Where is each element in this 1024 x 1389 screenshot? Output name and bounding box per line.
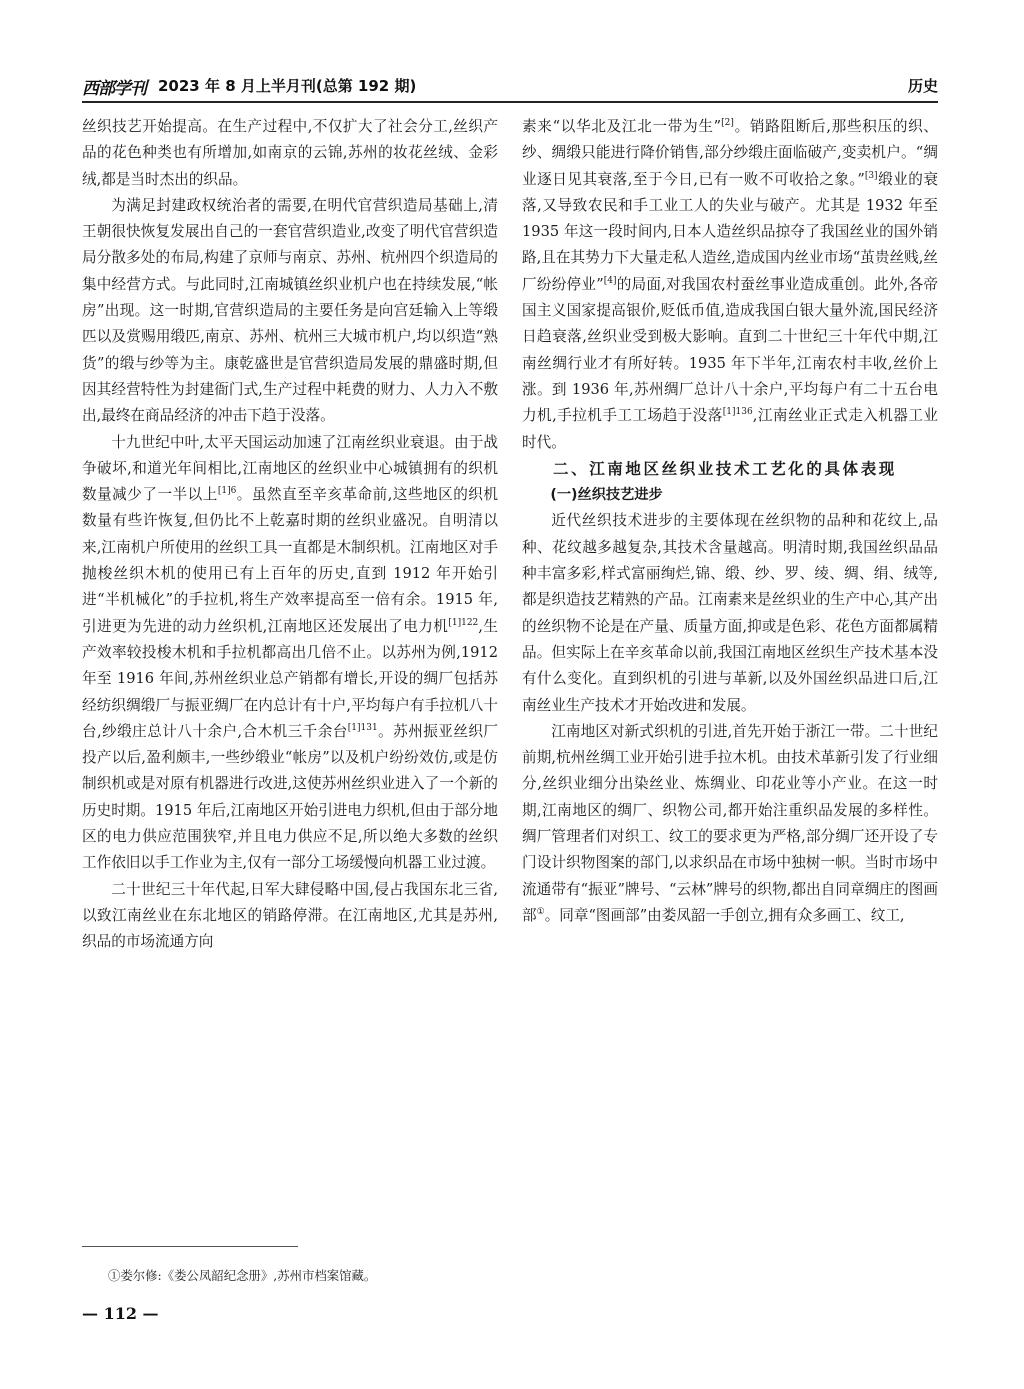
paragraph (522, 114, 938, 456)
text-run: 。虽然直至辛亥革命前,这些地区的织机数量有些许恢复,但仍比不上乾嘉时期的丝织业盛况。自明清以来,江南机户所使用的丝织工具一直都是木制织机。江南地区对手抛梭丝织木机的使用已有上百年的历史,直到 1912 年开始引进“半机械化”的手拉机,将生产效率提高至一倍有余。1915 年,引进更为先进的动力丝织机,江南地区还发展出了电力机 (82, 486, 498, 635)
text-run: 十九世纪中叶,太平天国运动加速了江南丝织业衰退。由于战争破坏,和道光年间相比,江南地区的丝织业中心城镇拥有的织机数量减少了一半以上 (82, 433, 498, 504)
citation: [1]122 (448, 617, 479, 628)
right-column (522, 114, 938, 929)
text-run: 。同章“图画部”由娄凤韶一手创立,拥有众多画工、纹工, (544, 906, 905, 924)
footnote: ①娄尔修:《娄公凤韶纪念册》,苏州市档案馆藏。 (108, 1268, 377, 1283)
paragraph (522, 719, 938, 929)
text-run: 江南地区对新式织机的引进,首先开始于浙江一带。二十世纪前期,杭州丝绸工业开始引进手拉木机。由技术革新引发了行业细分,丝织业细分出染丝业、炼绸业、印花业等小产业。在这一时期,江南地区的绸厂、织物公司,都开始注重织品发展的多样性。绸厂管理者们对织工、纹工的要求更为严格,部分绸厂还开设了专门设计织物图案的部门,以求织品在市场中独树一帜。当时市场中流通带有“振亚”牌号、“云林”牌号的织物,都出自同章绸庄的图画部 (522, 722, 938, 924)
text-run: 素来“以华北及江北一带为生” (522, 118, 722, 135)
citation: [3] (864, 170, 878, 181)
text-run: 。销路阻断后,那些积压的织、纱、绸缎只能进行降价销售,部分纱缎庄面临破产,变卖机户。“绸业逐日见其衰落,至于今日,已有一败不可收拾之象。” (522, 118, 938, 188)
text-run: ,生产效率较投梭木机和手拉机都高出几倍不止。以苏州为例,1912 年至 1916 年间,苏州丝织业总产销都有增长,开设的绸厂包括苏经纺织绸缎厂与振亚绸厂在内总计有十户,平均每户有手拉机八十台,纱缎庄总计八十余户,合木机三千余台 (82, 617, 498, 740)
issue-info: 2023 年 8 月上半月刊(总第 192 期) (158, 77, 417, 95)
paragraph (82, 430, 498, 877)
footnote-marker: ① (536, 907, 545, 918)
header-rule (82, 101, 938, 103)
journal-logo: 西部学刊 (82, 79, 146, 99)
text-run: 。苏州振亚丝织厂投产以后,盈利颇丰,一些纱缎业“帐房”以及机户纷纷效仿,或是仿制织机或是对原有机器进行改进,这使苏州丝织业进入了一个新的历史时期。1915 年后,江南地区开始引进电力织机,但由于部分地区的电力供应范围狭窄,并且电力供应不足,所以绝大多数的丝织工作依旧以手工作业为主,仅有一部分工场缓慢向机器工业过渡。 (82, 722, 498, 872)
text-run: 的局面,对我国农村蚕丝事业造成重创。此外,各帝国主义国家提高银价,贬低币值,造成我国白银大量外流,国民经济日趋衰落,丝织业受到极大影响。直到二十世纪三十年代中期,江南丝绸行业才有所好转。1935 年下半年,江南农村丰收,丝价上涨。到 1936 年,苏州绸厂总计八十余户,平均每户有二十五台电力机,手拉机手工工场趋于没落 (522, 275, 939, 425)
left-column (82, 114, 498, 956)
paragraph: 近代丝织技术进步的主要体现在丝织物的品种和花纹上,品种、花纹越多越复杂,其技术含量越高。明清时期,我国丝织品品种丰富多彩,样式富丽绚烂,锦、缎、纱、罗、绫、绸、绢、绒等,都是织造技艺精熟的产品。江南素来是丝织业的生产中心,其产出的丝织物不论是在产量、质量方面,抑或是色彩、花色方面都属精品。但实际上在辛亥革命以前,我国江南地区丝织生产技术基本没有什么变化。直到织机的引进与革新,以及外国丝织品进口后,江南丝业生产技术才开始改进和发展。 (522, 512, 938, 714)
subsection-heading: (一)丝织技艺进步 (550, 487, 663, 504)
citation: [1]131 (347, 722, 378, 733)
citation: [2] (721, 118, 734, 129)
section-label: 历史 (907, 77, 938, 95)
text-run: ,江南丝业正式走入机器工业时代。 (522, 407, 939, 451)
section-heading: 二、江南地区丝织业技术工艺化的具体表现 (553, 459, 897, 478)
citation: [1]6 (217, 486, 237, 497)
paragraph: 丝织技艺开始提高。在生产过程中,不仅扩大了社会分工,丝织产品的花色种类也有所增加,如南京的云锦,苏州的妆花丝绒、金彩绒,都是当时杰出的织品。 (82, 118, 498, 188)
paragraph: 为满足封建政权统治者的需要,在明代官营织造局基础上,清王朝很快恢复发展出自己的一套官营织造业,改变了明代官营织造局分散多处的布局,构建了京师与南京、苏州、杭州四个织造局的集中经营方式。与此同时,江南城镇丝织业机户也在持续发展,“帐房”出现。这一时期,官营织造局的主要任务是向宫廷输入上等缎匹以及赏赐用缎匹,南京、苏州、杭州三大城市机户,均以织造“熟货”的缎与纱等为主。康乾盛世是官营织造局发展的鼎盛时期,但因其经营特性为封建衙门式,生产过程中耗费的财力、人力入不敷出,最终在商品经济的冲击下趋于没落。 (82, 196, 498, 425)
text-run: 缎业的衰落,又导致农民和手工业工人的失业与破产。尤其是 1932 年至 1935 年这一段时间内,日本人造丝织品掠夺了我国丝业的国外销路,且在其势力下大量走私人造丝,造成国内丝业市场“茧贵丝贱,丝厂纷纷停业” (522, 170, 938, 293)
page-number: — 112 — (82, 1304, 159, 1323)
citation: [4] (603, 275, 617, 286)
paragraph: 二十世纪三十年代起,日军大肆侵略中国,侵占我国东北三省,以致江南丝业在东北地区的销路停滞。在江南地区,尤其是苏州,织品的市场流通方向 (82, 880, 498, 951)
footnote-rule (82, 1246, 298, 1247)
running-header (82, 72, 938, 102)
citation: [1]136 (722, 407, 753, 418)
